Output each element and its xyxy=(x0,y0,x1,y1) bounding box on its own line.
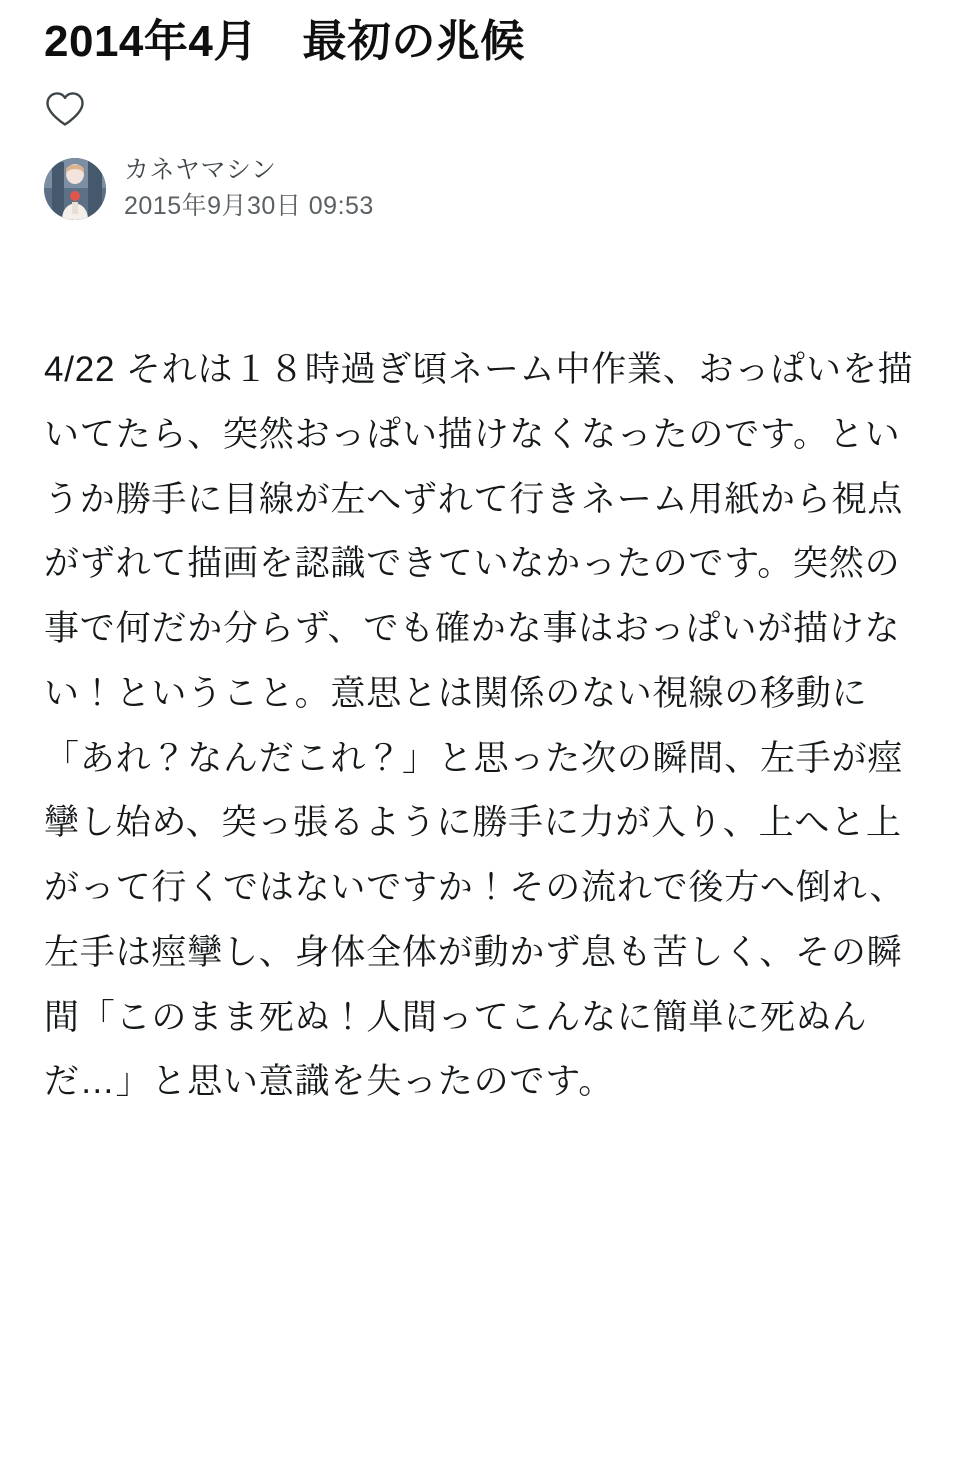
page-title: 2014年4月 最初の兆候 xyxy=(44,17,525,66)
post-date: 2015年9月30日 09:53 xyxy=(124,191,374,220)
author-meta xyxy=(124,157,374,220)
like-row xyxy=(44,85,916,133)
author-row[interactable] xyxy=(44,157,916,220)
heart-outline-icon[interactable] xyxy=(44,89,88,129)
article-body: 4/22 それは１８時過ぎ頃ネーム中作業、おっぱいを描いてたら、突然おっぱい描けなくなったのです。というか勝手に目線が左へずれて行きネーム用紙から視点がずれて描画を認識できていなかったのです。突然の事で何だか分らず、でも確かな事はおっぱいが描けない！ということ。意思とは関係のない視線の移動に「あれ？なんだこれ？」と思った次の瞬間、左手が痙攣し始め、突っ張るように勝手に力が入り、上へと上がって行くではないですか！その流れで後方へ倒れ、左手は痙攣し、身体全体が動かず息も苦しく、その瞬間「このまま死ぬ！人間ってこんなに簡単に死ぬんだ…」と思い意識を失ったのです。 xyxy=(44,350,914,1102)
avatar[interactable] xyxy=(44,158,106,220)
author-name[interactable]: カネヤマシン xyxy=(124,156,277,184)
